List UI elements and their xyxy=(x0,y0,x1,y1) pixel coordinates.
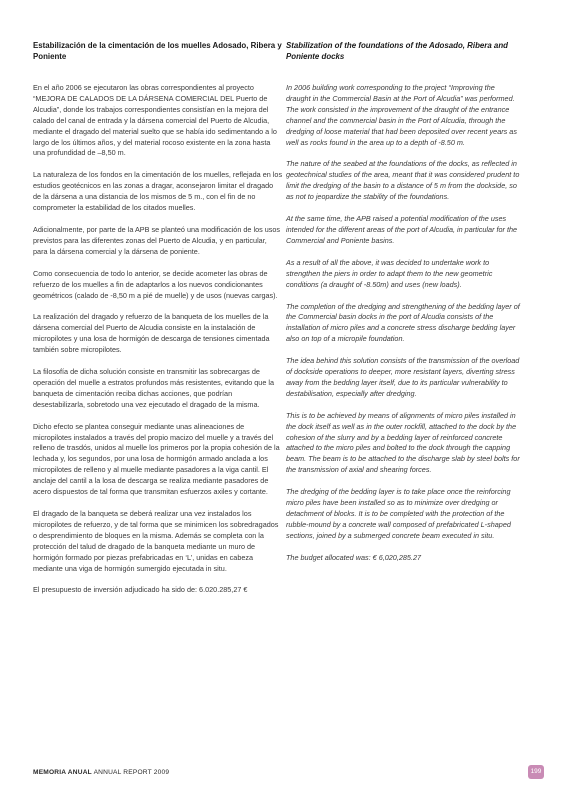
spanish-paragraph: La realización del dragado y refuerzo de la banqueta de los muelles de la dársena comercial del Puerto de Alcudia consiste en la instalación de micropilotes y una losa de hormigón de descarga de tensiones cimentada también sobre micropilotes. xyxy=(33,312,270,355)
english-paragraph: The dredging of the bedding layer is to take place once the reinforcing micro piles have been installed so as to minimize over dredging or detachment of blocks. It is to be completed with the protection of the rubble-mound by a concrete wall composed of prefabricated L-shaped sections, joined by a submerged concrete beam executed in situ. xyxy=(286,487,511,540)
spanish-paragraph: Dicho efecto se plantea conseguir mediante unas alineaciones de micropilotes instalados a través del propio macizo del muelle y a través del relleno de trasdós, unidos al muelle los primeros por la propia cohesión de la lechada y, los segundos, por una losa de hormigón armado anclada a los micropilotes de relleno y al muelle mediante pasadores a la viga cantil. El anclaje del cantil a la losa de descarga se realiza mediante pasadores de acero dispuestos de tal forma que transmitan esfuerzos axiles y cortante. xyxy=(33,421,280,497)
english-paragraph: The nature of the seabed at the foundations of the docks, as reflected in geotechnical studies of the area, meant that it was considered prudent to limit the dredging of the basin to a distance of 5 m from the dockside, so as not to jeopardize the stability of the foundations. xyxy=(286,159,520,202)
footer-report-title: MEMORIA ANUAL xyxy=(33,769,92,776)
footer-report-subtitle: ANNUAL REPORT 2009 xyxy=(93,769,170,776)
english-title: Stabilization of the foundations of the Adosado, Ribera and Poniente docks xyxy=(286,41,508,61)
english-paragraph: As a result of all the above, it was decided to undertake work to strengthen the piers in order to adapt them to the new geometric conditions (a draught of -8.50m) and uses (new loads). xyxy=(286,257,493,289)
english-paragraph: The completion of the dredging and strengthening of the bedding layer of the Commercial basin docks in the port of Alcudia consists of the installation of micro piles and a concrete stress discharge bedding layer also on top of a micropile foundation. xyxy=(286,301,520,344)
english-paragraph: This is to be achieved by means of alignments of micro piles installed in the dock itself as well as in the outer rockfill, attached to the dock by the cohesion of the slurry and by a bedding layer of reinforced concrete attached to the micro piles and bolted to the dock through the capping beam. The beam is to be attached to the discharge slab by steel bolts for the transmission of axial and shearing forces. xyxy=(286,410,520,475)
english-paragraph: At the same time, the APB raised a potential modification of the uses intended for the different areas of the port of Alcudia, in particular for the Commercial and Poniente basins. xyxy=(286,214,518,245)
spanish-column xyxy=(33,40,283,607)
spanish-paragraph: Adicionalmente, por parte de la APB se planteó una modificación de los usos previstos para las diferentes zonas del Puerto de Alcudia, y en particular, para la dársena comercial y la dársena de poniente. xyxy=(33,224,281,256)
english-budget: The budget allocated was: € 6,020,285.27 xyxy=(286,552,422,562)
spanish-paragraph: El dragado de la banqueta se deberá realizar una vez instalados los micropilotes de refuerzo, y de tal forma que se minimicen los sobredragados o desprendimiento de bloques en la misma. Además se completa con la protección del talud de dragado de la banqueta mediante un muro de hormigón formado por piezas prefabricadas en ‘L’, unidas en cabeza mediante una viga de hormigón sumergido ejecutada in situ. xyxy=(33,509,279,573)
english-column xyxy=(286,40,520,575)
footer xyxy=(33,769,169,776)
spanish-paragraph: La naturaleza de los fondos en la cimentación de los muelles, reflejada en los estudios geotécnicos en las zonas a dragar, aconsejaron limitar el dragado de la dársena a una distancia de los mismos de 5 m., con el fin de no comprometer la estabilidad de los citados muelles. xyxy=(33,170,283,213)
spanish-budget: El presupuesto de inversión adjudicado ha sido de: 6.020.285,27 € xyxy=(33,585,248,595)
english-paragraph: In 2006 building work corresponding to the project “Improving the draught in the Commercial Basin at the Port of Alcudia” was performed. The work consisted in the improvement of the draught of the entrance channel and the commercial basin in the Port of Alcudia, through the dredging of loose material that had been deposited over recent years as well as rocks found in the area up to a depth of -8.50 m. xyxy=(286,83,517,147)
spanish-paragraph: En el año 2006 se ejecutaron las obras correspondientes al proyecto “MEJORA DE CALADOS DE LA DÁRSENA COMERCIAL DEL Puerto de Alcudia”, donde los trabajos correspondientes consistían en la mejora del calado del canal de entrada y la dársena comercial del Puerto de Alcudia, mediante el dragado del material suelto que se había ido sedimentando a lo largo de los últimos años, y del material rocoso existente en la zona hasta una profundidad de –8,50 m. xyxy=(33,83,277,158)
spanish-title: Estabilización de la cimentación de los muelles Adosado, Ribera y Poniente xyxy=(33,41,282,61)
page-number-badge: 199 xyxy=(528,765,544,779)
spanish-paragraph: La filosofía de dicha solución consiste en transmitir las sobrecargas de operación del muelle a estratos profundos más resistentes, evitando que la banqueta de cimentación reciba dichas acciones, que podrían desestabilizarla, sobretodo una vez ejecutado el dragado de la misma. xyxy=(33,367,275,409)
spanish-paragraph: Como consecuencia de todo lo anterior, se decide acometer las obras de refuerzo de los muelles a fin de adaptarlos a los nuevos condicionantes geométricos (calado de -8,50 m a pié de muelle) y de usos (nuevas cargas). xyxy=(33,268,278,300)
english-paragraph: The idea behind this solution consists of the transmission of the overload of dockside operations to deeper, more resistant layers, diverting stress away from the bedding layer itself, due to its particular vulnerability to destabilisation, especially after dredging. xyxy=(286,356,520,398)
